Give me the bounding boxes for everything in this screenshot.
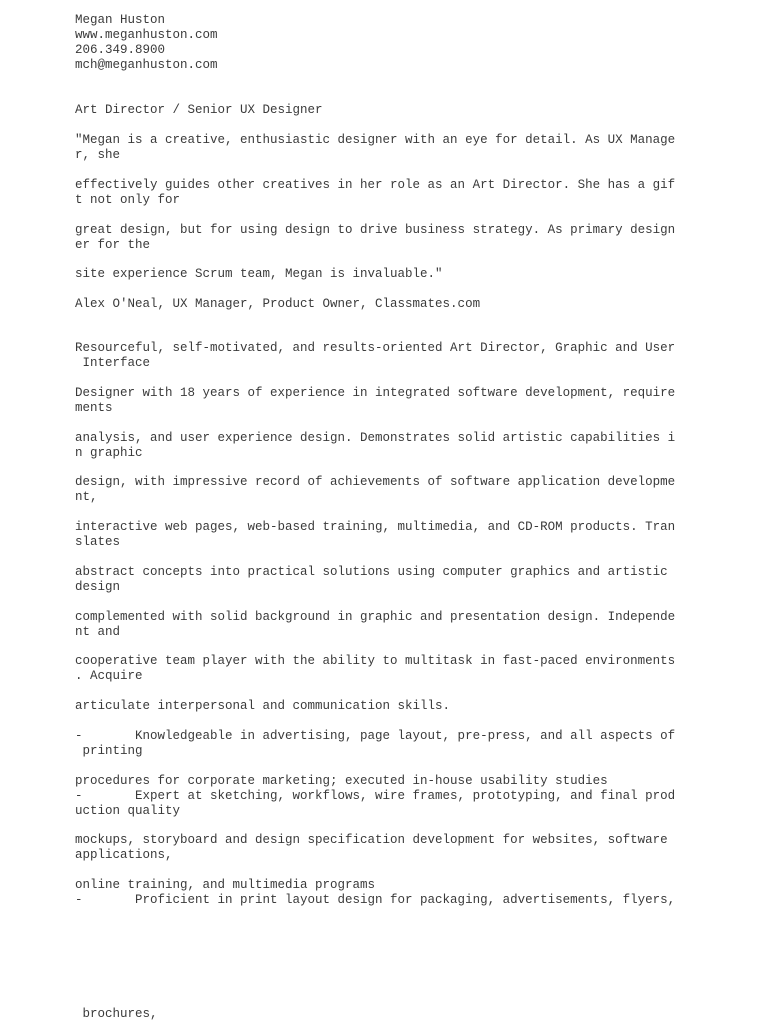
summary-line: design, with impressive record of achievements of software application developme (75, 475, 676, 489)
bullet-line: online training, and multimedia programs (75, 878, 376, 892)
bullet-line: brochures, (75, 1007, 158, 1021)
testimonial-line: er for the (75, 238, 151, 252)
summary-line: design (75, 580, 121, 594)
bullet-line: procedures for corporate marketing; executed in-house usability studies (75, 774, 608, 788)
bullet-line: - Knowledgeable in advertising, page layout, pre-press, and all aspects of (75, 729, 676, 743)
bullet-line: applications, (75, 848, 173, 862)
bullet-line: - Proficient in print layout design for packaging, advertisements, flyers, (75, 893, 676, 907)
summary-line: interactive web pages, web-based training, multimedia, and CD-ROM products. Tran (75, 520, 676, 534)
contact-phone: 206.349.8900 (75, 43, 166, 57)
bullet-line: uction quality (75, 804, 181, 818)
bullet-line: - Expert at sketching, workflows, wire frames, prototyping, and final prod (75, 789, 676, 803)
contact-name: Megan Huston (75, 13, 166, 27)
testimonial-line: t not only for (75, 193, 181, 207)
summary-line: complemented with solid background in graphic and presentation design. Independe (75, 610, 676, 624)
bullet-line: mockups, storyboard and design specification development for websites, software (75, 833, 668, 847)
summary-line: slates (75, 535, 121, 549)
summary-line: ments (75, 401, 113, 415)
summary-line: n graphic (75, 446, 143, 460)
testimonial-attribution: Alex O'Neal, UX Manager, Product Owner, Classmates.com (75, 297, 481, 311)
testimonial-line: effectively guides other creatives in her role as an Art Director. She has a gif (75, 178, 676, 192)
summary-line: nt, (75, 490, 98, 504)
job-title: Art Director / Senior UX Designer (75, 103, 323, 117)
summary-line: Resourceful, self-motivated, and results-oriented Art Director, Graphic and User (75, 341, 676, 355)
summary-line: analysis, and user experience design. Demonstrates solid artistic capabilities i (75, 431, 676, 445)
summary-line: cooperative team player with the ability to multitask in fast-paced environments (75, 654, 676, 668)
summary-line: Interface (75, 356, 151, 370)
contact-website: www.meganhuston.com (75, 28, 218, 42)
summary-line: Designer with 18 years of experience in integrated software development, require (75, 386, 676, 400)
testimonial-line: site experience Scrum team, Megan is invaluable." (75, 267, 443, 281)
testimonial-line: r, she (75, 148, 121, 162)
testimonial-line: great design, but for using design to drive business strategy. As primary design (75, 223, 676, 237)
summary-line: . Acquire (75, 669, 143, 683)
bullet-line: printing (75, 744, 143, 758)
testimonial-line: "Megan is a creative, enthusiastic designer with an eye for detail. As UX Manage (75, 133, 676, 147)
summary-line: abstract concepts into practical solutions using computer graphics and artistic (75, 565, 676, 579)
summary-line: articulate interpersonal and communication skills. (75, 699, 451, 713)
contact-email: mch@meganhuston.com (75, 58, 218, 72)
summary-line: nt and (75, 625, 121, 639)
